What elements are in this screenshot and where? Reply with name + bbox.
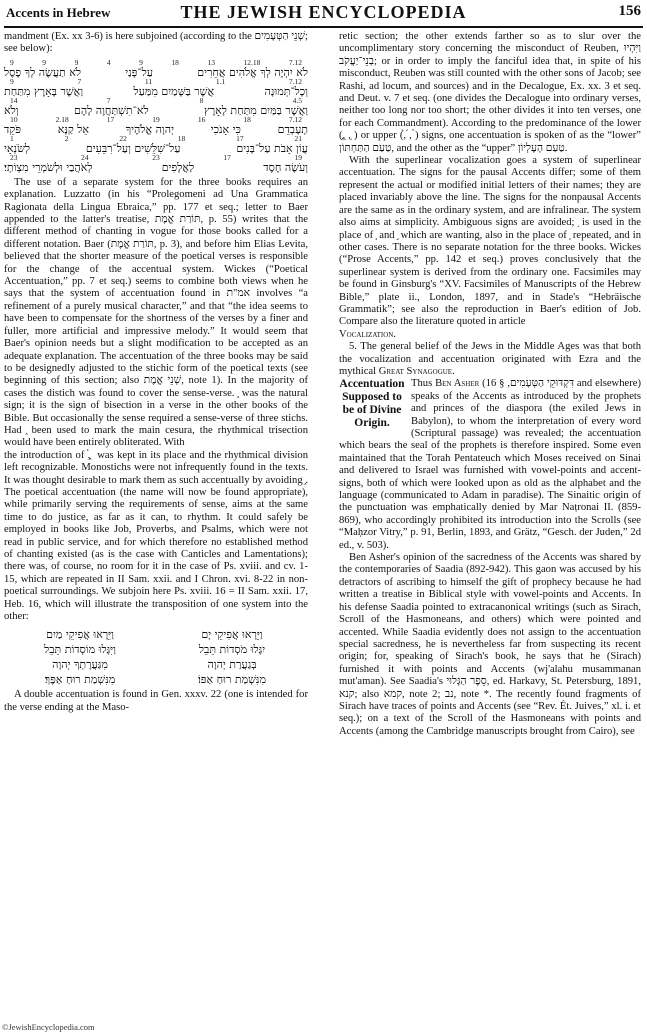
hebrew-verse-line: [4, 86, 308, 97]
accent-number: 11: [144, 76, 153, 86]
psalm-line: וַיִּגָּלוּ מוֹסְדוֹת תֵּבֵל: [44, 643, 116, 657]
hebrew-phrase: וְלֹא: [4, 103, 19, 117]
accent-number: 13: [207, 57, 215, 67]
hebrew-phrase: לְשֹׂנְאָי: [4, 141, 30, 155]
paragraph: With the superlinear vocalization goes a system of superlinear accentuation. The signs for the pausal Accents differ; some of them represent the actual or modified initial letters of their names; they are placed invariably above the line. The signs for the nonpausal Accents are the same as in the ordinary system, and are infralinear. The system also aims at simplicity. Ambiguous signs are avoided; ֥ is used in the place of ֤ and ֣ which are wanting, also in the place of ֤ repeated, and in other cases. There is no separate notation for the three books. Wickes (“Prose Accents,” pp. 142 et seq.) proves conclusively that the superlinear system is derived from the ordinary one. Facsimiles may be found in Ginsburg's “XV. Facsimiles of Manuscripts of the Hebrew Bible,” plate ii., London, 1897, and in Stade's “Hebräische Grammatik”; see also the reproduction in Baer's edition of Job. Compare also the literature quoted in article: [339, 155, 641, 328]
publication-title: THE JEWISH ENCYCLOPEDIA: [180, 2, 467, 22]
psalm-line: מִגַּעֲרָתְךָ יְהוָה: [52, 658, 108, 672]
accent-number: 4.5: [292, 95, 302, 105]
hebrew-phrase: וְעֹשֶׂה חֶסֶד: [263, 160, 308, 174]
accent-number: 4: [106, 57, 111, 67]
accent-number: 18: [177, 133, 186, 143]
cross-reference-link[interactable]: Vocalization.: [339, 328, 396, 340]
hebrew-verse-line: [4, 67, 308, 78]
hebrew-phrase: תָעָבְדֵם: [277, 122, 308, 136]
hebrew-phrase: לְאֹהֲבַי וּלְשֹׁמְרֵי מִצְוֹתָי׃: [4, 160, 93, 174]
hebrew-phrase: עַל־שִׁלֵּשִׁים וְעַל־רִבֵּעִים: [85, 141, 181, 155]
hebrew-phrase: פֹּקֵד: [4, 122, 21, 136]
paragraph-text: Thus: [411, 378, 433, 390]
hebrew-verse-line: [4, 162, 308, 173]
decalogue-verse-block: [4, 59, 308, 173]
hebrew-phrase: לֹא תַעֲשֶׂה לְךָ פֶסֶל: [4, 65, 82, 79]
cross-reference-link[interactable]: Great Synagogue.: [378, 365, 455, 377]
psalm-line: מִנִּשְׁמַת רוּחַ אַפּוֹ׃: [197, 673, 266, 687]
accent-number: 10: [10, 114, 18, 124]
hebrew-phrase: וְכָל־תְּמוּנָה: [264, 84, 308, 98]
hebrew-phrase: לֹא־תִשְׁתַּחֲוֶה לָהֶם: [73, 103, 149, 117]
psalm-line: וַיֵּרָאוּ אֲפִיקֵי מַיִם: [46, 628, 114, 642]
accent-number: 7.12: [288, 57, 302, 67]
hebrew-phrase: יְהוָה אֱלֹהֶיךָ: [125, 122, 174, 136]
hebrew-phrase: וַאֲשֶׁר בַּמַּיִם מִתַּחַת לָאָרֶץ: [204, 103, 308, 117]
accent-number: 17: [106, 114, 115, 124]
hebrew-phrase: וַאֲשֶׁר בָּאָרֶץ מִתַּחַת: [4, 84, 84, 98]
accent-number: 24: [81, 152, 89, 162]
hebrew-phrase: אֵל קַנָּא: [57, 122, 90, 136]
accent-number: 12.18: [243, 57, 261, 67]
accent-number: 17: [223, 152, 231, 162]
paragraph-text: (דִּקְדּוּקֵי הַטְּעָמִים, § 16 and elsewhere) speaks of the Accents as introduced by the prophets and princes of the diaspora (the exiled Jews in Babylon), to whom the interpretation of every word (Scriptural passage) was revealed; the accentuation which bears the seal of the prophets is therefore inspired. Some even maintained that the Torah Pentateuch which Moses received on Sinai and delivered to Israel was furnished with vowel-points and accent-signs, both of which were looked upon as old as the alphabet and the language (communicated to Adam in paradise). The Sinaitic origin of the punctuation was emphatically denied by Mar Naṭronai II. (859-869), who accordingly prohibited its introduction into the Scrolls (see “Maḥzor Vitry,” p. 91, Berlin, 1893, and Grätz, “Gesch. der Juden,” 2d ed., v. 503).: [339, 378, 641, 551]
accent-number: 16: [197, 114, 206, 124]
hebrew-phrase: עֲוֹן אָבֹת עַל־בָּנִים: [236, 141, 308, 155]
psalm-line: יִגָּלוּ מֹסְדוֹת תֵּבֵל: [198, 643, 266, 657]
paragraph-text: 5. The general belief of the Jews in the Middle Ages was that both the vocalization and accentuation originated with Ezra and the mythical: [339, 341, 641, 377]
right-column: [339, 31, 641, 738]
accent-number: 9: [10, 76, 14, 86]
accent-number: 9: [10, 57, 14, 67]
accent-number: 7: [106, 95, 111, 105]
accent-number: 21: [294, 133, 302, 143]
accent-number: 18: [171, 57, 179, 67]
accent-number: 9: [74, 57, 79, 67]
intro-paragraph: mandment (Ex. xx 3-6) is here subjoined (according to the שְׁנֵי הַטְּעָמִים; see below):: [4, 31, 308, 55]
psalm-comparison: [4, 627, 308, 687]
psalm-line: וַיֵּרָאוּ אֲפִיקֵי יָם: [201, 628, 263, 642]
page-header: [6, 2, 641, 24]
hebrew-phrase: עַל־פָּנַי: [125, 65, 154, 79]
accent-number: 14: [10, 95, 18, 105]
accent-number: 18: [243, 114, 251, 124]
paragraph: The use of a separate system for the three books requires an explanation. Luzzatto (in his “Prolegomeni ad Una Grammatica Ragionata della Lingua Ebraica,” pp. 177 et seq.; letter to Baer appended to the latter's treatise, תּוֹרַת אֱמֶת, p. 55) writes that the different method of chanting in vogue for those books called for a different notation. Baer (תּוֹרַת אֱמֶת, p. 3), and before him Elias Levita, believed that the shorter measure of the poetical verses is responsible for the change of the accentual system. Wickes (“Poetical Accentuation,” pp. 7 et seq.) seems to combine both views when he says that the system of accentuation found in אמ"ת involves “a refinement of a purely musical character,” and that “the idea seems to have been to compensate for the shortness of the verses by a finer and fuller, more artificial and impressive melody.” It would seem that Baer's opinion needs but a slight modification to be accepted as an adequate explanation. The accentuation of the three books may be said to be designedly adjusted to the stichic form of the poetical texts (see beginning of this section; also שְׁנֵי אֱמֶת, note 1). In the majority of cases the distich was found to cover the sense-verse. ֑ was the natural sign; it is the sign of bisection in a verse in the other books of the Bible. But occasionally the sense required a sense-verse of three stichs. Had ֑ been used to mark the main cesura, the rhythmical trisection would have been entirely obliterated. With: [4, 176, 308, 449]
psalm-line: בְּגַעֲרַת יְהוָה: [207, 658, 257, 672]
accent-number: 9: [42, 57, 47, 67]
accent-number: 7.12: [288, 76, 302, 86]
paragraph: [339, 341, 641, 378]
paragraph: Ben Asher's opinion of the sacredness of the Accents was shared by the contemporaries of Saadia (892-942). This gaon was accused by his detractors of ascribing to himself the gift of prophecy because he had written a treatise in Biblical style with vowel-points and Accents. In his defense Saadia pointed to extracanonical writings (such as Sirach, Scroll of the Hasmoneans, and others) which were pointed and accented. While Saadia evidently does not assign to the accentuation special sacredness, he is nevertheless far from suspecting its recent origin; for, speaking of Sirach's book, he says that he (Sirach) furnished it with points and Accents (wj'alahu musammanan mut'aman). See Saadia's סֵפֶר הַגָּלוּי, ed. Harkavy, St. Petersburg, 1891, קנא; also קמא, note 2; נב, note *. The recently found fragments of Sirach have traces of points and Accents (see “Rev. Ét. Juives,” xl. i. et seq.); on a text of the Scroll of the Hasmoneans with points and Accents (among the Cambridge manuscripts brought from Cairo), see: [339, 552, 641, 737]
accent-number: 1.1: [215, 76, 226, 86]
accent-number: 7: [77, 76, 82, 86]
accent-number: 9: [139, 57, 143, 67]
hebrew-phrase: לֹא יִהְיֶה לְךָ אֱלֹהִים אֲחֵרִים: [197, 65, 308, 79]
paragraph: A double accentuation is found in Gen. xxxv. 22 (one is intended for the verse ending at the Maso-: [4, 689, 308, 713]
accent-number: 23: [152, 152, 160, 162]
accent-number: 8: [199, 95, 204, 105]
accent-number: 19: [152, 114, 160, 124]
header-rule: [4, 26, 643, 28]
paragraph: the introduction of ֫, ֑ was kept in its place and the rhythmical division left recognizable. Monostichs were not infrequently found in the texts. It was thought desirable to mark them as such accentually by avoiding ֑. The poetical accentuation (the name will now be found appropriate), while primarily serving the requirements of sense, aims at the same time to do justice, as far as it can, to rhythm. It could safely be employed in books like Job, Proverbs, and Psalms, which were not read in public service, and for which therefore no established method of chanting existed (as is the case with Canticles and Lamentations); there was, of course, no room for it in the case of Ps. xviii. and cv. 1-15, which are repeated in II Sam. xxii. and I Chron. xvi. 8-22 in non-poetical surroundings. We subjoin here Ps. xviii. 16 = II Sam. xxii. 17, Heb. 16, which will illustrate the transposition of one system into the other:: [4, 449, 308, 623]
footer-copyright: ©JewishEncyclopedia.com: [2, 1022, 95, 1032]
hebrew-phrase: כִּי אָנֹכִי: [210, 122, 241, 136]
cross-reference-link[interactable]: Ben Asher: [435, 378, 480, 390]
left-column: [4, 31, 308, 714]
paragraph: retic section; the other extends farther so as to slur over the uncomplimentary story concerning the misconduct of Reuben, וַיִּהְיוּ בְנֵי־יַעֲקֹב; or in order to imply the fanciful idea that, in spite of his misconduct, Reuben was still counted with the other sons of Jacob; see Rashi, ad locum, and sources) and in the Decalogue, Ex. xx. 3 et seq. and Deut. v. 7 et seq. (one divides the Decalogue into ordinary verses, neither too long nor too short; the other divides it into ten verses, one for each Commandment). According to the predominance of the lower (֑, ֖, ֥) or upper (֙, ֜, ֒) signs, one accentuation is spoken of as the “lower” טַעַם הַתַּחְתּוֹן, and the other as the “upper” טַעַם הָעֶלְיוֹן.: [339, 31, 641, 154]
accent-number: 2.18: [55, 114, 69, 124]
section-title: Accents in Hebrew: [6, 5, 111, 20]
accent-number: 19: [294, 152, 302, 162]
hebrew-verse-line: [4, 124, 308, 135]
page-number: 156: [618, 3, 641, 19]
accent-number: 2: [64, 133, 69, 143]
hebrew-phrase: לַאֲלָפִים: [161, 160, 195, 174]
side-heading: Accentuation Supposed to be of Divine Origin.: [339, 378, 405, 430]
psalm-line: מִנִּשְׁמַת רוּחַ אַפֶּךָ׃: [44, 673, 116, 687]
accent-number: 1: [10, 133, 14, 143]
accent-number: 23: [10, 152, 18, 162]
accent-number: 22: [119, 133, 127, 143]
hebrew-phrase: אֲשֶׁר בַּשָּׁמַיִם מִמַּעַל: [133, 84, 215, 98]
accent-number: 17: [236, 133, 244, 143]
accent-number: 7.12: [288, 114, 302, 124]
